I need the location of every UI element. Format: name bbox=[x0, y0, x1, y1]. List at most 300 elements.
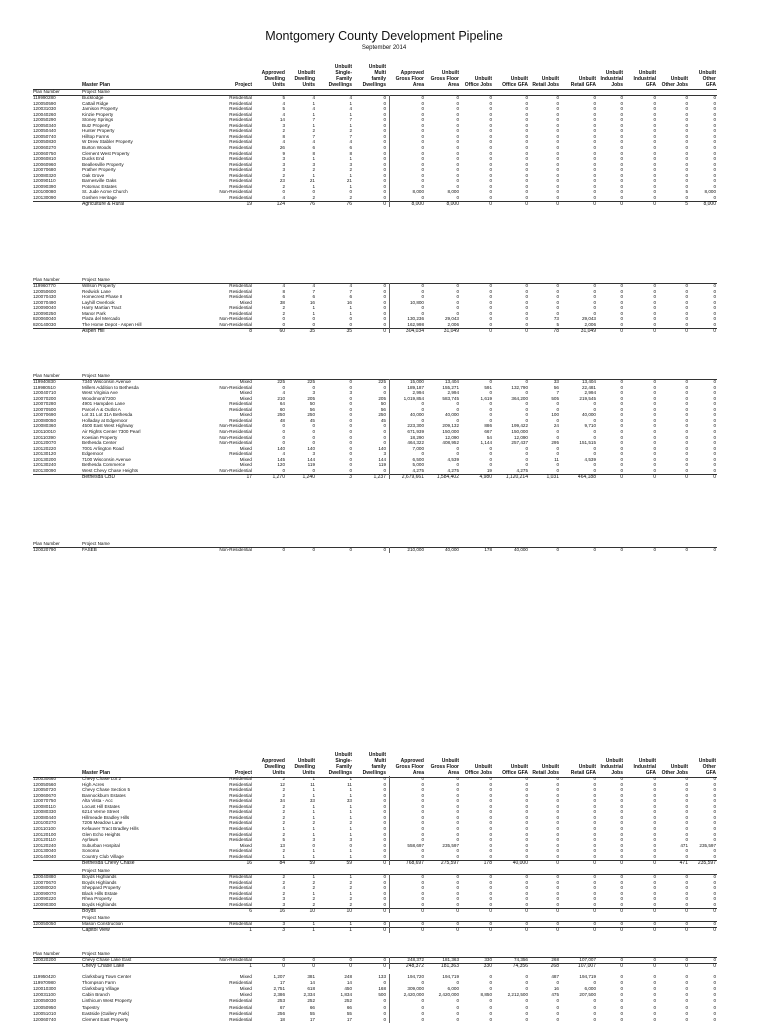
plan-number: 120140040 bbox=[33, 853, 56, 859]
project-name: Burton Woods bbox=[82, 144, 112, 150]
cell-urj: 0 bbox=[556, 874, 559, 879]
cell-uotgfa: 0 bbox=[713, 1016, 716, 1022]
cell-umf: 0 bbox=[383, 321, 386, 327]
plan-number: 120050560 bbox=[33, 781, 56, 787]
plan-number: 120080320 bbox=[33, 172, 56, 178]
cell-adu: 1 bbox=[282, 853, 285, 859]
total-usf: 3 bbox=[349, 473, 352, 480]
cell-uigfa: 0 bbox=[653, 178, 656, 184]
column-header-uogfa bbox=[492, 764, 528, 776]
plan-number: 120100080 bbox=[33, 189, 56, 195]
cell-usf: 17 bbox=[346, 1016, 352, 1022]
cell-umf: 0 bbox=[383, 305, 386, 311]
cell-uoj: 0 bbox=[489, 310, 492, 316]
cell-uoj: 1,144 bbox=[480, 440, 492, 446]
cell-uigfa: 0 bbox=[653, 885, 656, 891]
cell-uij: 0 bbox=[620, 106, 623, 112]
cell-agfa: 0 bbox=[421, 111, 424, 117]
project-name: Linthicum West Property bbox=[82, 998, 132, 1004]
cell-udu: 140 bbox=[307, 445, 315, 451]
cell-uogfa: 0 bbox=[525, 128, 528, 134]
total-ugfa: 8,000 bbox=[446, 200, 459, 207]
cell-adu: 4 bbox=[282, 194, 285, 200]
cell-urj: 0 bbox=[556, 144, 559, 150]
cell-agfa: 0 bbox=[421, 122, 424, 128]
cell-uotj: 0 bbox=[685, 974, 688, 979]
cell-uogfa: 0 bbox=[525, 874, 528, 879]
project-name: 4901 Hampden Lane bbox=[82, 401, 125, 407]
project-name: Clement West Property bbox=[82, 150, 130, 156]
cell-umf: 0 bbox=[383, 1004, 386, 1010]
cell-urgfa: 0 bbox=[593, 853, 596, 859]
cell-adu: 145 bbox=[277, 456, 285, 462]
cell-uoj: 0 bbox=[489, 167, 492, 173]
project-name: Bucklodge bbox=[82, 95, 104, 100]
cell-agfa: 0 bbox=[421, 106, 424, 112]
cell-uotj: 0 bbox=[685, 183, 688, 189]
cell-ugfa: 0 bbox=[456, 288, 459, 294]
cell-agfa: 0 bbox=[421, 406, 424, 412]
cell-udu: 1 bbox=[312, 890, 315, 896]
cell-umf: 0 bbox=[383, 150, 386, 156]
column-header-urgfa bbox=[560, 764, 596, 776]
total-uigfa: 0 bbox=[653, 473, 656, 480]
cell-uogfa: 0 bbox=[525, 288, 528, 294]
plan-number: 120050050 bbox=[33, 921, 56, 926]
total-agfa: 0 bbox=[421, 907, 424, 914]
cell-uogfa: 257,437 bbox=[511, 440, 528, 446]
cell-uotgfa: 0 bbox=[713, 992, 716, 998]
plan-number: 120040880 bbox=[33, 874, 56, 879]
cell-udu: 618 bbox=[307, 986, 315, 992]
project-name: Beallesville Property bbox=[82, 161, 124, 167]
cell-uotj: 0 bbox=[685, 117, 688, 123]
column-header-uogfa bbox=[492, 76, 528, 88]
cell-uotgfa: 0 bbox=[713, 283, 716, 288]
cell-uotgfa: 0 bbox=[713, 890, 716, 896]
total-ugfa: 275,597 bbox=[440, 859, 459, 866]
cell-uotj: 0 bbox=[685, 820, 688, 826]
project-name: Redwick Lane bbox=[82, 288, 111, 294]
cell-urj: 0 bbox=[556, 283, 559, 288]
total-uij: 0 bbox=[620, 327, 623, 334]
cell-usf: 3 bbox=[349, 837, 352, 843]
project-name: Boyds Highlands bbox=[82, 879, 117, 885]
cell-uotj: 5 bbox=[685, 189, 688, 195]
cell-umf: 0 bbox=[383, 901, 386, 907]
cell-uoj: 0 bbox=[489, 194, 492, 200]
cell-usf: 2 bbox=[349, 128, 352, 134]
plan-number: 120050440 bbox=[33, 128, 56, 134]
project-type: Residential bbox=[229, 122, 252, 128]
plan-number: 120060670 bbox=[33, 792, 56, 798]
total-urgfa: 0 bbox=[593, 200, 596, 207]
column-header-line: Retail Jobs bbox=[532, 770, 559, 776]
cell-uoj: 0 bbox=[489, 998, 492, 1004]
cell-urgfa: 0 bbox=[593, 890, 596, 896]
cell-uigfa: 0 bbox=[653, 305, 656, 311]
cell-uoj: 0 bbox=[489, 837, 492, 843]
column-header-urgfa bbox=[560, 76, 596, 88]
cell-udu: 252 bbox=[307, 998, 315, 1004]
project-name-header: Project Name bbox=[82, 541, 110, 546]
cell-agfa: 0 bbox=[421, 172, 424, 178]
total-urj: 0 bbox=[556, 927, 559, 934]
cell-urgfa: 207,500 bbox=[579, 992, 596, 998]
cell-urgfa: 0 bbox=[593, 1010, 596, 1016]
total-uotgfa: 0 bbox=[713, 927, 716, 934]
cell-udu: 2 bbox=[312, 879, 315, 885]
cell-adu: 8 bbox=[282, 288, 285, 294]
cell-uoj: 0 bbox=[489, 183, 492, 189]
cell-agfa: 194,720 bbox=[407, 974, 424, 979]
cell-usf: 2 bbox=[349, 820, 352, 826]
plan-number-header: Plan Number bbox=[33, 541, 60, 546]
project-type: Mixed bbox=[239, 299, 252, 305]
cell-uoj: 0 bbox=[489, 921, 492, 926]
cell-uotgfa: 0 bbox=[713, 111, 716, 117]
cell-ugfa: 0 bbox=[456, 787, 459, 793]
cell-uogfa: 0 bbox=[525, 117, 528, 123]
cell-uigfa: 0 bbox=[653, 879, 656, 885]
cell-agfa: 0 bbox=[421, 853, 424, 859]
cell-ugfa: 0 bbox=[456, 406, 459, 412]
column-header-line: Single- bbox=[335, 70, 352, 76]
cell-uogfa: 0 bbox=[525, 809, 528, 815]
cell-uogfa: 0 bbox=[525, 194, 528, 200]
cell-urgfa: 0 bbox=[593, 172, 596, 178]
cell-agfa: 0 bbox=[421, 874, 424, 879]
cell-uij: 0 bbox=[620, 122, 623, 128]
cell-udu: 1 bbox=[312, 848, 315, 854]
cell-uigfa: 0 bbox=[653, 957, 656, 962]
cell-urj: 24 bbox=[553, 423, 559, 429]
cell-uigfa: 0 bbox=[653, 1010, 656, 1016]
plan-number: 120070670 bbox=[33, 879, 56, 885]
project-type: Non-Residential bbox=[219, 189, 252, 195]
cell-uigfa: 0 bbox=[653, 156, 656, 162]
cell-uotgfa: 0 bbox=[713, 837, 716, 843]
cell-adu: 0 bbox=[282, 428, 285, 434]
cell-uigfa: 0 bbox=[653, 321, 656, 327]
plan-number: 120090250 bbox=[33, 310, 56, 316]
cell-uotj: 0 bbox=[685, 390, 688, 396]
total-udu: 35 bbox=[309, 327, 315, 334]
cell-uotgfa: 0 bbox=[713, 901, 716, 907]
cell-umf: 0 bbox=[383, 294, 386, 300]
cell-uotj: 0 bbox=[685, 111, 688, 117]
total-uogfa: 0 bbox=[525, 200, 528, 207]
cell-uogfa: 0 bbox=[525, 111, 528, 117]
column-header-line: Retail GFA bbox=[570, 82, 596, 88]
cell-uotgfa: 0 bbox=[713, 874, 716, 879]
cell-uij: 0 bbox=[620, 874, 623, 879]
cell-adu: 4 bbox=[282, 100, 285, 106]
cell-uotj: 0 bbox=[685, 156, 688, 162]
cell-urgfa: 0 bbox=[593, 95, 596, 100]
cell-umf: 0 bbox=[383, 194, 386, 200]
cell-uoj: 0 bbox=[489, 445, 492, 451]
column-header-line: Office GFA bbox=[502, 82, 528, 88]
cell-agfa: 0 bbox=[421, 178, 424, 184]
cell-urgfa: 0 bbox=[593, 980, 596, 986]
cell-udu: 0 bbox=[312, 440, 315, 446]
project-type: Mixed bbox=[239, 390, 252, 396]
cell-umf: 0 bbox=[383, 825, 386, 831]
cell-adu: 2 bbox=[282, 183, 285, 189]
cell-uotj: 0 bbox=[685, 462, 688, 468]
project-name-header: Project Name bbox=[82, 89, 110, 94]
cell-uigfa: 0 bbox=[653, 390, 656, 396]
column-header-line: Unbuilt bbox=[670, 76, 688, 82]
plan-number: 120090300 bbox=[33, 901, 56, 907]
plan-number: 119960770 bbox=[33, 283, 56, 288]
cell-uij: 0 bbox=[620, 467, 623, 473]
cell-umf: 0 bbox=[383, 814, 386, 820]
cell-ugfa: 2,994 bbox=[447, 390, 459, 396]
plan-number: 120080440 bbox=[33, 814, 56, 820]
column-divider bbox=[389, 874, 390, 913]
cell-ugfa: 6,000 bbox=[447, 986, 459, 992]
cell-uigfa: 0 bbox=[653, 803, 656, 809]
project-name: Ayrlawn bbox=[82, 837, 99, 843]
cell-agfa: 0 bbox=[421, 879, 424, 885]
cell-udu: 2 bbox=[312, 128, 315, 134]
cell-urj: 0 bbox=[556, 161, 559, 167]
total-project: 16 bbox=[246, 859, 252, 866]
total-adu: 16 bbox=[279, 907, 285, 914]
cell-uotj: 0 bbox=[685, 445, 688, 451]
cell-uotgfa: 0 bbox=[713, 776, 716, 781]
cell-adu: 0 bbox=[282, 189, 285, 195]
cell-uotgfa: 0 bbox=[713, 156, 716, 162]
cell-uogfa: 0 bbox=[525, 122, 528, 128]
project-name: 7206 Meadow Lane bbox=[82, 820, 123, 826]
cell-uotgfa: 0 bbox=[713, 986, 716, 992]
cell-uij: 0 bbox=[620, 305, 623, 311]
cell-agfa: 2,994 bbox=[412, 390, 424, 396]
cell-urj: 0 bbox=[556, 792, 559, 798]
cell-agfa: 8,000 bbox=[412, 189, 424, 195]
cell-udu: 381 bbox=[307, 974, 315, 979]
total-urgfa: 464,188 bbox=[577, 473, 596, 480]
project-name: Mason Construction bbox=[82, 921, 123, 926]
cell-adu: 2,386 bbox=[273, 992, 285, 998]
project-name: Sheppard Property bbox=[82, 885, 121, 891]
cell-uij: 0 bbox=[620, 451, 623, 457]
cell-urgfa: 0 bbox=[593, 451, 596, 457]
cell-uoj: 0 bbox=[489, 417, 492, 423]
cell-usf: 11 bbox=[347, 781, 352, 787]
cell-uoj: 0 bbox=[489, 283, 492, 288]
cell-uotgfa: 0 bbox=[713, 980, 716, 986]
column-header-line: Dwellings bbox=[328, 770, 352, 776]
cell-uogfa: 150,000 bbox=[511, 428, 528, 434]
project-name: Bethesda Commerce bbox=[82, 462, 126, 468]
project-type: Residential bbox=[229, 1010, 252, 1016]
total-uoj: 0 bbox=[489, 200, 492, 207]
cell-urgfa: 2,006 bbox=[584, 321, 596, 327]
cell-agfa: 10,800 bbox=[409, 299, 424, 305]
project-type: Residential bbox=[229, 776, 252, 781]
total-uogfa: 0 bbox=[525, 327, 528, 334]
project-type: Residential bbox=[229, 194, 252, 200]
cell-uotj: 0 bbox=[685, 150, 688, 156]
total-uotj: 471 bbox=[679, 859, 688, 866]
project-name: Butz Property bbox=[82, 122, 110, 128]
cell-uigfa: 0 bbox=[653, 283, 656, 288]
project-name: Parcel A & Outlot A bbox=[82, 406, 121, 412]
total-urj: 0 bbox=[556, 200, 559, 207]
cell-uotj: 0 bbox=[685, 825, 688, 831]
cell-ugfa: 0 bbox=[456, 462, 459, 468]
cell-uigfa: 0 bbox=[653, 139, 656, 145]
cell-agfa: 5,000 bbox=[412, 462, 424, 468]
column-header-line: Unbuilt bbox=[698, 70, 716, 76]
cell-urgfa: 0 bbox=[593, 150, 596, 156]
cell-adu: 12 bbox=[279, 781, 285, 787]
cell-uogfa: 0 bbox=[525, 831, 528, 837]
cell-usf: 1 bbox=[349, 310, 352, 316]
cell-uigfa: 0 bbox=[653, 456, 656, 462]
plan-number: 120110390 bbox=[33, 434, 56, 440]
cell-umf: 0 bbox=[383, 547, 386, 552]
cell-uigfa: 0 bbox=[653, 111, 656, 117]
cell-uotgfa: 0 bbox=[713, 299, 716, 305]
cell-umf: 0 bbox=[383, 423, 386, 429]
project-name: Air Rights Center 7300 Pearl bbox=[82, 428, 141, 434]
cell-urgfa: 0 bbox=[593, 178, 596, 184]
column-header-line: Other bbox=[702, 764, 716, 770]
column-header-line: Unbuilt bbox=[510, 764, 528, 770]
total-uij: 0 bbox=[620, 473, 623, 480]
cell-umf: 0 bbox=[383, 842, 386, 848]
cell-urj: 0 bbox=[556, 434, 559, 440]
cell-uotj: 0 bbox=[685, 172, 688, 178]
cell-ugfa: 0 bbox=[456, 106, 459, 112]
cell-ugfa: 0 bbox=[456, 792, 459, 798]
cell-uogfa: 0 bbox=[525, 986, 528, 992]
plan-number: 120090110 bbox=[33, 178, 56, 184]
plan-number-header: Plan Number bbox=[33, 373, 60, 378]
project-name: Holladay at Edgemoor bbox=[82, 417, 128, 423]
total-adu: 84 bbox=[279, 859, 285, 866]
cell-urj: 0 bbox=[556, 831, 559, 837]
cell-uigfa: 0 bbox=[653, 451, 656, 457]
project-type: Residential bbox=[229, 798, 252, 804]
total-uigfa: 0 bbox=[653, 963, 656, 970]
cell-uogfa: 0 bbox=[525, 305, 528, 311]
cell-uotj: 0 bbox=[685, 456, 688, 462]
cell-uigfa: 0 bbox=[653, 986, 656, 992]
cell-usf: 6 bbox=[349, 294, 352, 300]
project-name: FASEB bbox=[82, 547, 97, 552]
cell-usf: 0 bbox=[349, 462, 352, 468]
total-udu: 76 bbox=[309, 200, 315, 207]
cell-umf: 0 bbox=[383, 144, 386, 150]
cell-udu: 0 bbox=[312, 842, 315, 848]
cell-urj: 0 bbox=[556, 842, 559, 848]
column-header-udu bbox=[287, 758, 315, 776]
cell-uogfa: 0 bbox=[525, 150, 528, 156]
column-header-line: Approved bbox=[400, 758, 424, 764]
cell-uij: 0 bbox=[620, 434, 623, 440]
cell-agfa: 0 bbox=[421, 825, 424, 831]
column-header-umf bbox=[354, 752, 386, 776]
cell-usf: 7 bbox=[349, 117, 352, 123]
total-umf: 0 bbox=[383, 963, 386, 970]
cell-udu: 0 bbox=[312, 547, 315, 552]
cell-urj: 0 bbox=[556, 837, 559, 843]
total-uoj: 0 bbox=[489, 327, 492, 334]
cell-uij: 0 bbox=[620, 896, 623, 902]
cell-urgfa: 0 bbox=[593, 428, 596, 434]
cell-uotgfa: 0 bbox=[713, 401, 716, 407]
cell-ugfa: 0 bbox=[456, 283, 459, 288]
cell-uogfa: 0 bbox=[525, 974, 528, 979]
cell-uotgfa: 0 bbox=[713, 998, 716, 1004]
cell-agfa: 0 bbox=[421, 885, 424, 891]
cell-urgfa: 4,539 bbox=[584, 456, 596, 462]
cell-uogfa: 0 bbox=[525, 998, 528, 1004]
cell-ugfa: 155,271 bbox=[442, 384, 459, 390]
cell-urj: 0 bbox=[556, 451, 559, 457]
cell-urj: 0 bbox=[556, 167, 559, 173]
project-type: Non-Residential bbox=[219, 434, 252, 440]
column-divider bbox=[389, 379, 390, 479]
cell-urgfa: 0 bbox=[593, 133, 596, 139]
cell-usf: 1 bbox=[349, 792, 352, 798]
total-urgfa: 0 bbox=[593, 907, 596, 914]
cell-uotgfa: 0 bbox=[713, 390, 716, 396]
cell-umf: 0 bbox=[383, 831, 386, 837]
cell-uotj: 0 bbox=[685, 305, 688, 311]
cell-uogfa: 0 bbox=[525, 106, 528, 112]
cell-uotj: 0 bbox=[685, 879, 688, 885]
column-header-line: Unbuilt bbox=[474, 76, 492, 82]
cell-uigfa: 0 bbox=[653, 445, 656, 451]
cell-uotj: 0 bbox=[685, 283, 688, 288]
project-type: Residential bbox=[229, 809, 252, 815]
total-uotj: 0 bbox=[685, 963, 688, 970]
cell-uotgfa: 0 bbox=[713, 879, 716, 885]
cell-uigfa: 0 bbox=[653, 106, 656, 112]
cell-urj: 0 bbox=[556, 117, 559, 123]
cell-uogfa: 0 bbox=[525, 183, 528, 189]
plan-number: 120130120 bbox=[33, 451, 56, 457]
cell-udu: 0 bbox=[312, 467, 315, 473]
cell-uotgfa: 0 bbox=[713, 379, 716, 384]
cell-urj: 0 bbox=[556, 1010, 559, 1016]
cell-urgfa: 0 bbox=[593, 406, 596, 412]
plan-number: 120050720 bbox=[33, 787, 56, 793]
cell-urgfa: 0 bbox=[593, 809, 596, 815]
cell-udu: 1 bbox=[312, 792, 315, 798]
cell-uotj: 0 bbox=[685, 95, 688, 100]
cell-uogfa: 0 bbox=[525, 848, 528, 854]
cell-umf: 0 bbox=[383, 299, 386, 305]
plan-number: 120050340 bbox=[33, 122, 56, 128]
project-type: Residential bbox=[229, 139, 252, 145]
cell-ugfa: 0 bbox=[456, 299, 459, 305]
project-name: The Home Depot - Aspen Hill bbox=[82, 321, 142, 327]
plan-number: 120050740 bbox=[33, 133, 56, 139]
project-type: Residential bbox=[229, 117, 252, 123]
project-type: Non-Residential bbox=[219, 547, 252, 552]
cell-uotgfa: 0 bbox=[713, 440, 716, 446]
project-type: Residential bbox=[229, 288, 252, 294]
project-name: Jamison Property bbox=[82, 106, 118, 112]
